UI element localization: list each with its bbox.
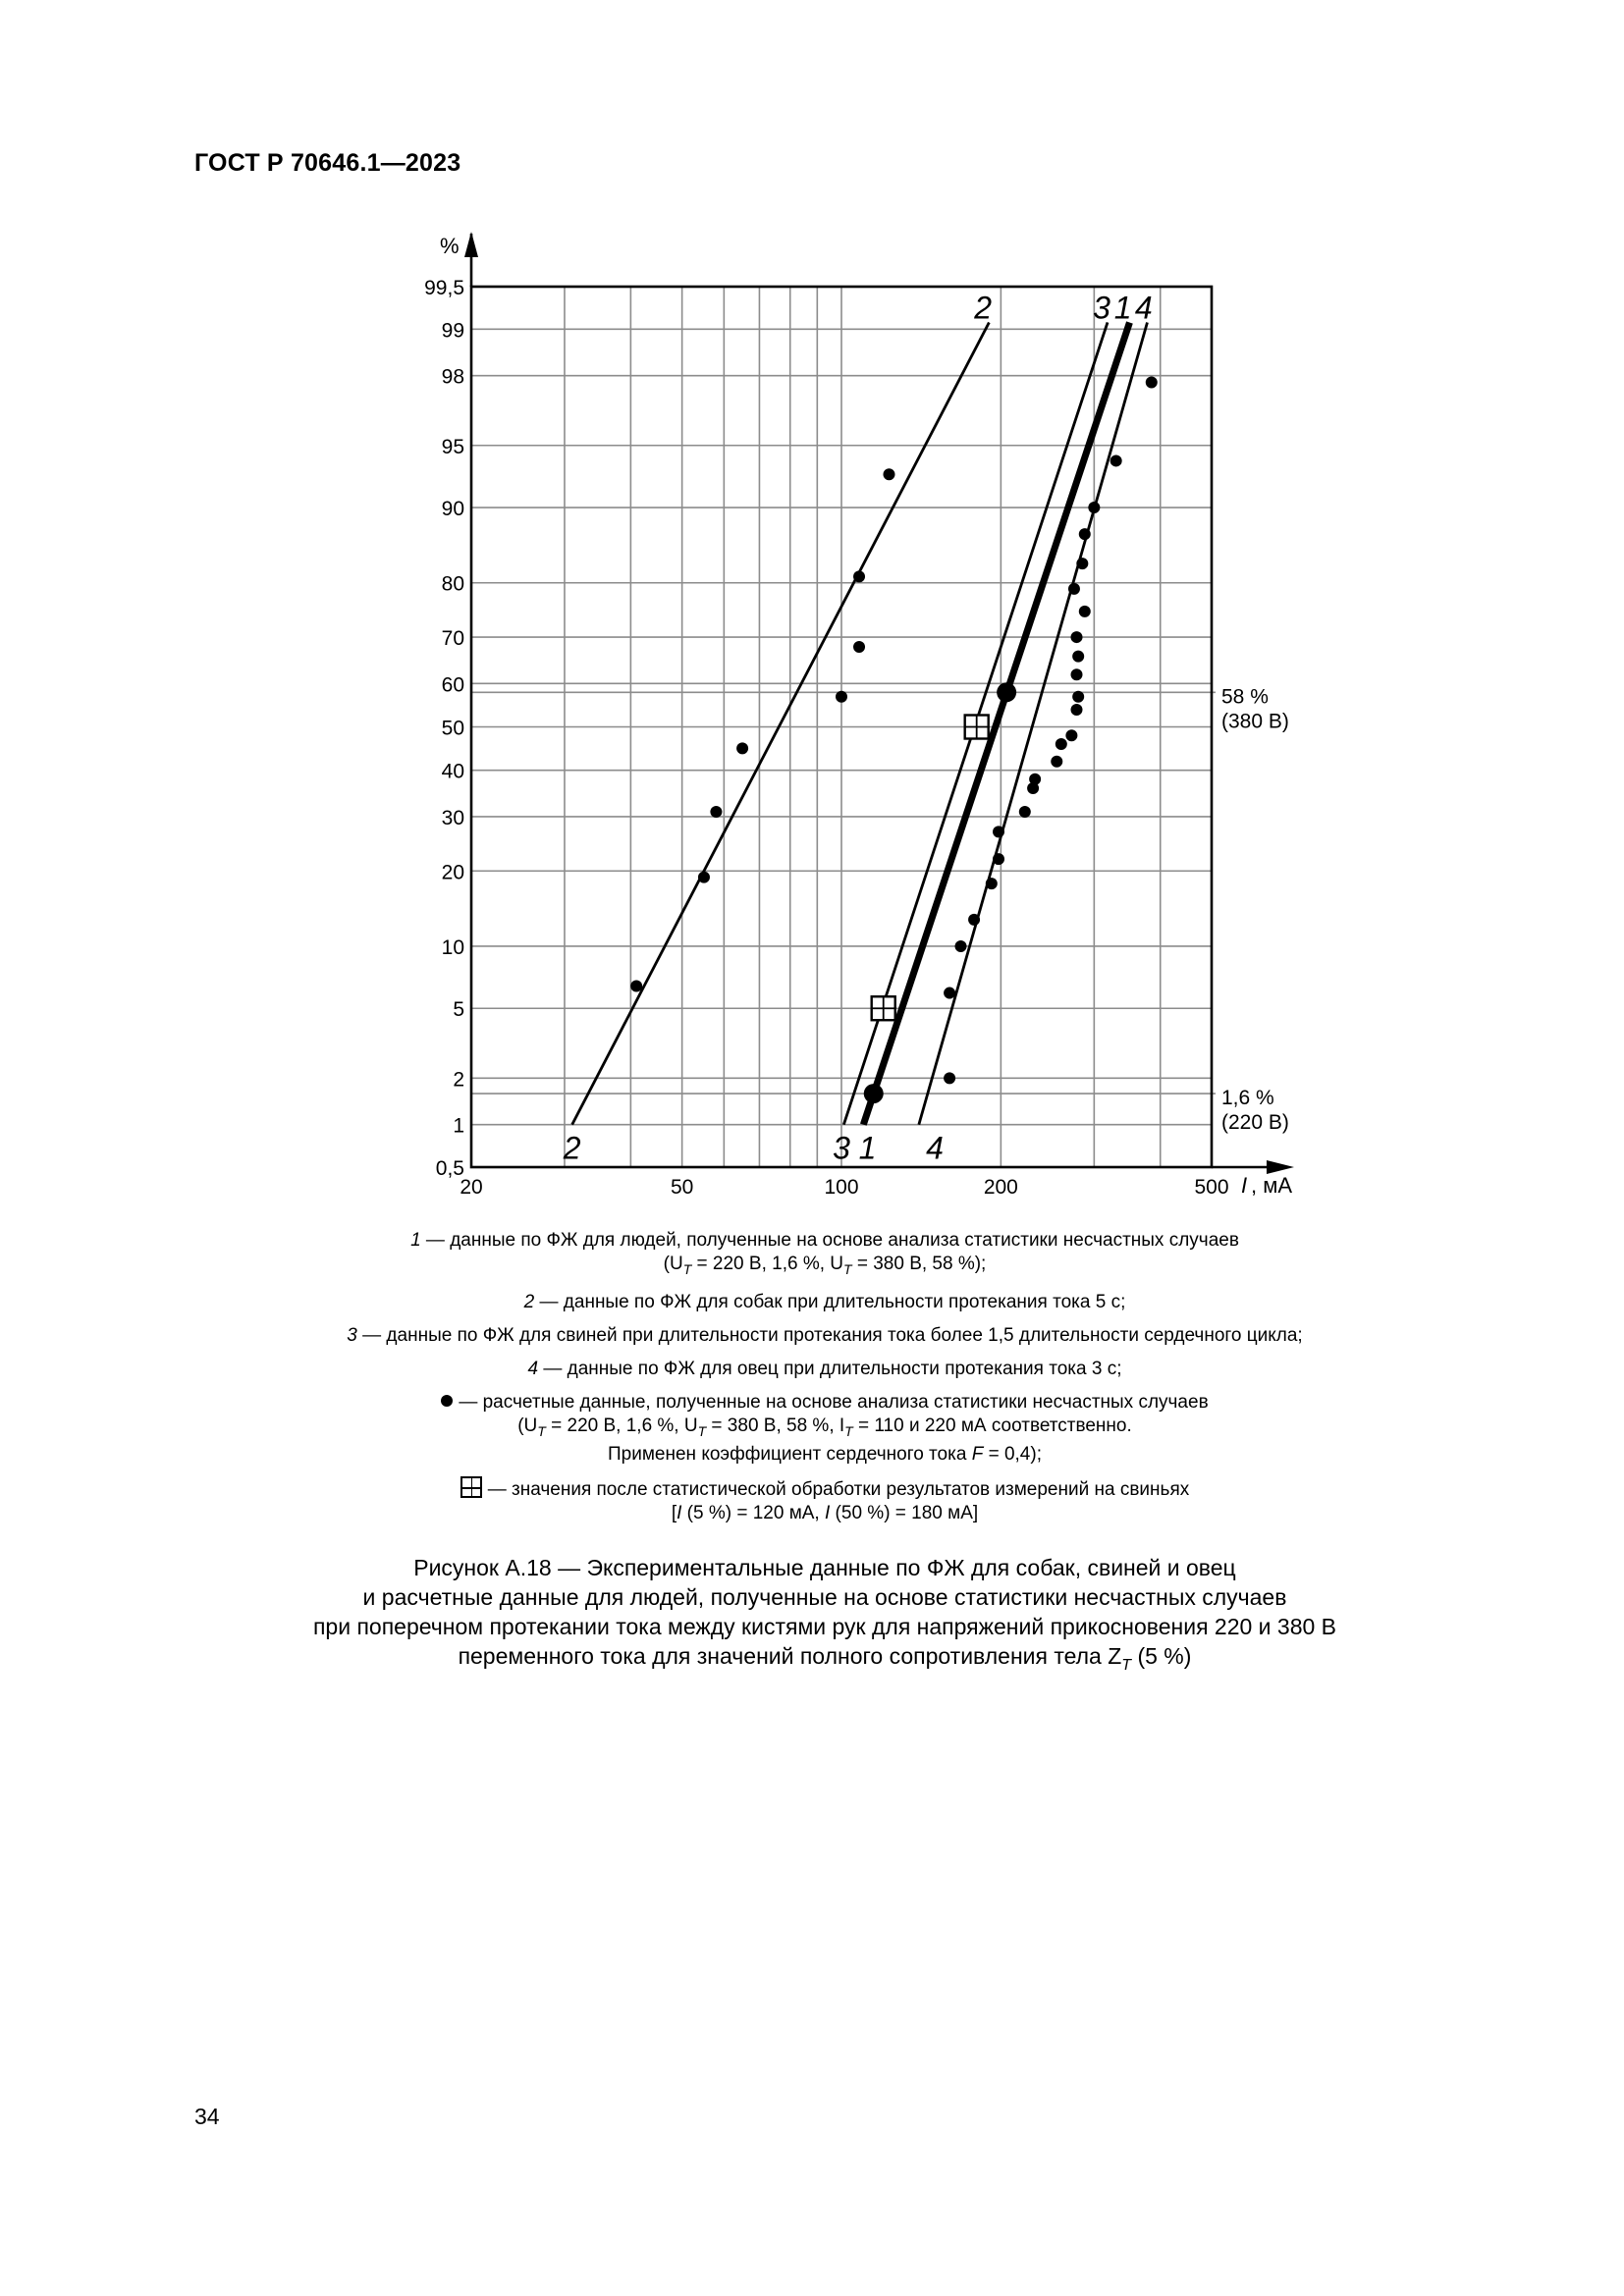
reference-label: 58 % xyxy=(1221,685,1269,709)
legend-text-6b-i1: I xyxy=(677,1503,682,1523)
legend-sub-1b-2: T xyxy=(843,1261,852,1277)
data-point xyxy=(1146,377,1158,389)
legend-sub-1b-1: T xyxy=(682,1261,692,1277)
data-point xyxy=(1076,558,1088,569)
legend-item-2 xyxy=(245,1291,1404,1314)
legend-text-6b-a: [ xyxy=(671,1503,677,1523)
legend-text-1b-c: = 380 В, 58 %); xyxy=(851,1254,987,1274)
y-tick-label: 50 xyxy=(441,717,464,740)
legend-text-5c-a: Применен коэффициент сердечного тока xyxy=(608,1444,972,1465)
y-tick-label: 99,5 xyxy=(424,277,464,299)
legend-num-3: 3 xyxy=(347,1325,357,1346)
data-point xyxy=(1071,668,1083,680)
x-tick-label: 100 xyxy=(824,1176,859,1199)
caption-line-1: Рисунок А.18 — Экспериментальные данные по ФЖ для собак, свиней и овец xyxy=(413,1555,1236,1580)
data-point xyxy=(968,914,980,926)
x-axis-arrow xyxy=(1267,1160,1294,1174)
data-point xyxy=(993,826,1004,837)
legend-text-3: — данные по ФЖ для свиней при длительности протекания тока более 1,5 длительности сердечного цикла; xyxy=(356,1325,1303,1346)
caption-line-4-a: переменного тока для значений полного сопротивления тела Z xyxy=(458,1643,1122,1669)
legend-text-2: — данные по ФЖ для собак при длительности протекания тока 5 с; xyxy=(534,1292,1126,1312)
legend-text-6: — значения после статистической обработки результатов измерений на свиньях xyxy=(487,1479,1190,1500)
caption-line-2: и расчетные данные для людей, полученные на основе статистики несчастных случаев xyxy=(362,1584,1287,1610)
y-tick-label: 95 xyxy=(441,435,464,458)
data-point xyxy=(1079,528,1091,540)
data-point xyxy=(1051,756,1062,768)
legend-text-6b-b: (5 %) = 120 мА, xyxy=(681,1503,825,1523)
data-point xyxy=(944,988,955,999)
figure-legend xyxy=(245,1229,1404,1535)
data-point xyxy=(710,806,722,818)
reference-label: (380 В) xyxy=(1221,710,1289,733)
legend-text-6b-i2: I xyxy=(825,1503,831,1523)
data-point xyxy=(1029,774,1041,785)
grid-square-icon xyxy=(460,1476,482,1498)
highlight-point xyxy=(864,1084,884,1103)
legend-text-4: — данные по ФЖ для овец при длительности протекания тока 3 с; xyxy=(538,1359,1122,1379)
data-point xyxy=(1068,583,1080,595)
legend-item-dots xyxy=(245,1391,1404,1467)
x-axis-label-var: I xyxy=(1241,1173,1248,1198)
data-point xyxy=(1079,606,1091,617)
figure-caption xyxy=(245,1553,1404,1681)
y-tick-label: 40 xyxy=(441,760,464,783)
series-label-1: 1 xyxy=(1113,290,1132,326)
legend-text-1b-a: (U xyxy=(663,1254,683,1274)
series-label-1: 1 xyxy=(858,1130,877,1166)
legend-sub-5b-3: T xyxy=(844,1423,853,1439)
data-point xyxy=(1088,502,1100,513)
series-label-2: 2 xyxy=(563,1130,581,1166)
legend-text-5: — расчетные данные, полученные на основе анализа статистики несчастных случаев xyxy=(459,1392,1209,1413)
legend-sub-5b-1: T xyxy=(537,1423,546,1439)
data-point xyxy=(736,742,748,754)
x-tick-label: 20 xyxy=(460,1176,483,1199)
data-point xyxy=(853,641,865,653)
legend-num-1: 1 xyxy=(410,1230,421,1251)
legend-item-4 xyxy=(245,1358,1404,1381)
legend-text-5b-a: (U xyxy=(517,1415,538,1436)
series-label-4: 4 xyxy=(926,1130,944,1166)
legend-text-5c-f: F xyxy=(971,1444,984,1465)
data-point xyxy=(853,570,865,582)
reference-label: 1,6 % xyxy=(1221,1087,1274,1110)
x-tick-label: 50 xyxy=(670,1176,694,1199)
y-tick-label: 5 xyxy=(453,998,464,1022)
series-label-3: 3 xyxy=(833,1130,850,1166)
y-tick-label: 20 xyxy=(441,861,464,884)
dot-icon xyxy=(441,1395,453,1407)
y-tick-label: 99 xyxy=(441,319,464,343)
y-tick-label: 10 xyxy=(441,935,464,959)
y-tick-label: 0,5 xyxy=(435,1157,464,1180)
data-point xyxy=(836,691,847,703)
y-tick-label: 30 xyxy=(441,806,464,829)
data-point xyxy=(944,1072,955,1084)
legend-text-5b-d: = 110 и 220 мА соответственно. xyxy=(852,1415,1132,1436)
y-tick-label: 90 xyxy=(441,498,464,521)
line-series-2 xyxy=(572,322,990,1124)
caption-line-4 xyxy=(245,1641,1404,1681)
data-point xyxy=(1071,704,1083,716)
line-series-4 xyxy=(919,322,1148,1124)
legend-item-1 xyxy=(245,1229,1404,1281)
series-label-2: 2 xyxy=(974,290,993,326)
data-point xyxy=(986,878,998,889)
data-point xyxy=(993,853,1004,865)
series-label-4: 4 xyxy=(1134,290,1153,326)
legend-text-1: — данные по ФЖ для людей, полученные на основе анализа статистики несчастных случаев xyxy=(420,1230,1239,1251)
highlight-point xyxy=(997,682,1016,702)
y-axis-label: % xyxy=(440,234,460,258)
y-tick-label: 98 xyxy=(441,365,464,389)
y-tick-label: 80 xyxy=(441,572,464,596)
data-point xyxy=(1072,651,1084,663)
x-tick-label: 200 xyxy=(983,1176,1018,1199)
legend-item-3 xyxy=(245,1324,1404,1348)
caption-line-4-sub: T xyxy=(1121,1657,1132,1674)
y-tick-label: 2 xyxy=(453,1068,464,1092)
legend-item-squares xyxy=(245,1476,1404,1525)
line-series-1 xyxy=(863,322,1129,1124)
data-point xyxy=(1056,738,1067,750)
y-axis-arrow xyxy=(464,232,478,257)
document-code: ГОСТ Р 70646.1—2023 xyxy=(194,149,461,177)
legend-text-5b-b: = 220 В, 1,6 %, U xyxy=(545,1415,698,1436)
y-tick-label: 1 xyxy=(453,1114,464,1138)
data-point xyxy=(883,468,894,480)
x-tick-label: 500 xyxy=(1194,1176,1229,1199)
data-point xyxy=(1065,729,1077,741)
page-number: 34 xyxy=(194,2104,220,2129)
data-point xyxy=(1019,806,1031,818)
legend-sub-5b-2: T xyxy=(697,1423,707,1439)
legend-text-5c-b: = 0,4); xyxy=(983,1444,1042,1465)
data-point xyxy=(1072,691,1084,703)
y-tick-label: 70 xyxy=(441,627,464,651)
legend-text-5b-c: = 380 В, 58 %, I xyxy=(706,1415,845,1436)
y-tick-label: 60 xyxy=(441,673,464,697)
data-point xyxy=(698,872,710,883)
x-axis-label-unit: , мА xyxy=(1251,1173,1293,1198)
legend-text-6b-c: (50 %) = 180 мА] xyxy=(830,1503,979,1523)
data-point xyxy=(1071,631,1083,643)
caption-line-4-b: (5 %) xyxy=(1131,1643,1192,1669)
legend-num-2: 2 xyxy=(523,1292,535,1312)
caption-line-3: при поперечном протекании тока между кистями рук для напряжений прикосновения 220 и 380 В xyxy=(312,1614,1337,1639)
legend-num-4: 4 xyxy=(527,1359,539,1379)
data-point xyxy=(1110,454,1122,466)
reference-label: (220 В) xyxy=(1221,1111,1289,1135)
data-point xyxy=(955,940,967,952)
data-point xyxy=(630,980,642,991)
series-label-3: 3 xyxy=(1093,290,1110,326)
legend-text-1b-b: = 220 В, 1,6 %, U xyxy=(691,1254,843,1274)
